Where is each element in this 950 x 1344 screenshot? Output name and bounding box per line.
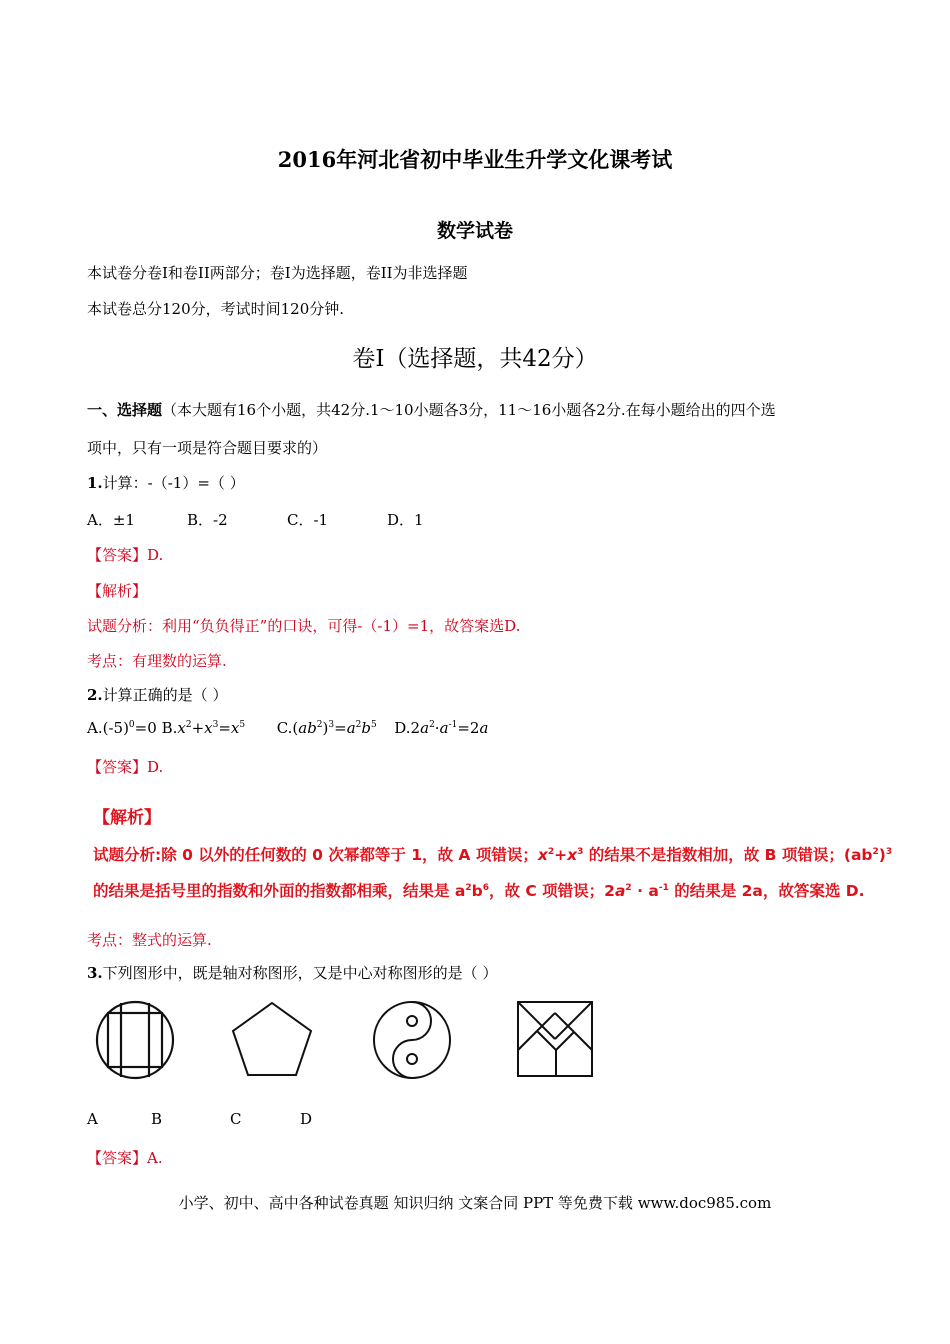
q2-option-a: $A.(-5)^0=0$ — [87, 719, 157, 737]
q3-label-d: D — [300, 1110, 313, 1128]
figure-b-pentagon — [233, 1003, 311, 1075]
intro-line-2: 本试卷总分120分，考试时间120分钟. — [87, 300, 345, 318]
q2-option-c: $C.(ab^2)^3=a^2b^5$ — [276, 719, 377, 737]
part-desc-1: （本大题有16个小题，共42分.1～10小题各3分，11～16小题各2分.在每小题给出的四个选 — [162, 401, 776, 419]
q3-label-b: B — [151, 1110, 163, 1128]
part-description-line-1 — [87, 399, 776, 420]
question-3-stem — [87, 962, 497, 983]
q1-point: 考点：有理数的运算. — [87, 652, 227, 670]
question-1-number: 1. — [87, 474, 103, 492]
figure-c-yin-yang — [374, 1002, 450, 1078]
q2-analysis-line-2: 的结果是括号里的指数和外面的指数都相乘，结果是 $a^2b^6$，故 C 项错误；$2a^2 \cdot a^{-1}$ 的结果是 2a，故答案选 D. — [93, 882, 865, 900]
question-2-number: 2. — [87, 686, 103, 704]
q1-answer: 【答案】D. — [87, 546, 164, 564]
q3-answer: 【答案】A. — [87, 1149, 163, 1167]
q3-figures — [85, 995, 615, 1090]
page-footer: 小学、初中、高中各种试卷真题 知识归纳 文案合同 PPT 等免费下载 www.doc985.com — [178, 1194, 772, 1212]
part-label: 一、选择题 — [87, 401, 163, 419]
q3-label-a: A — [87, 1110, 98, 1128]
section-heading: 卷I（选择题，共42分） — [352, 346, 598, 372]
q1-option-d: D．1 — [387, 511, 424, 529]
q2-analysis-line-1: 试题分析:除 0 以外的任何数的 0 次幂都等于 1，故 A 项错误；$x^2+x^3$ 的结果不是指数相加，故 B 项错误；$(ab^2)^3$ — [93, 846, 893, 864]
q2-options — [87, 719, 488, 737]
question-1-stem — [87, 472, 245, 493]
q1-option-a: A．±1 — [87, 511, 135, 529]
question-3-number: 3. — [87, 964, 103, 982]
q2-option-d: $D.2a^2\cdot a^{-1}=2a$ — [394, 719, 489, 737]
q2-option-b: $B.x^2+x^3=x^5$ — [161, 719, 246, 737]
part-description-line-2: 项中，只有一项是符合题目要求的） — [87, 439, 328, 457]
q1-option-c: C．-1 — [287, 511, 329, 529]
page-title: 2016年河北省初中毕业生升学文化课考试 — [277, 147, 673, 172]
question-3-text: 下列图形中，既是轴对称图形，又是中心对称图形的是（ ） — [102, 964, 498, 982]
q2-answer: 【答案】D. — [87, 758, 164, 776]
q1-option-b: B．-2 — [187, 511, 228, 529]
question-1-text: 计算：-（-1）=（ ） — [102, 474, 245, 492]
q1-analysis-label: 【解析】 — [87, 582, 148, 600]
question-2-text: 计算正确的是（ ） — [102, 686, 228, 704]
q3-label-c: C — [230, 1110, 242, 1128]
question-2-stem — [87, 684, 227, 705]
figure-a-circle-square — [97, 1002, 173, 1078]
q2-point: 考点：整式的运算. — [87, 931, 212, 949]
intro-line-1: 本试卷分卷I和卷II两部分；卷I为选择题，卷II为非选择题 — [87, 264, 468, 282]
q1-analysis: 试题分析：利用“负负得正”的口诀，可得-（-1）=1，故答案选D. — [87, 617, 521, 635]
q2-analysis-label: 【解析】 — [93, 808, 161, 828]
page-subtitle: 数学试卷 — [436, 220, 513, 242]
figure-d-square-pinwheel — [518, 1002, 592, 1076]
